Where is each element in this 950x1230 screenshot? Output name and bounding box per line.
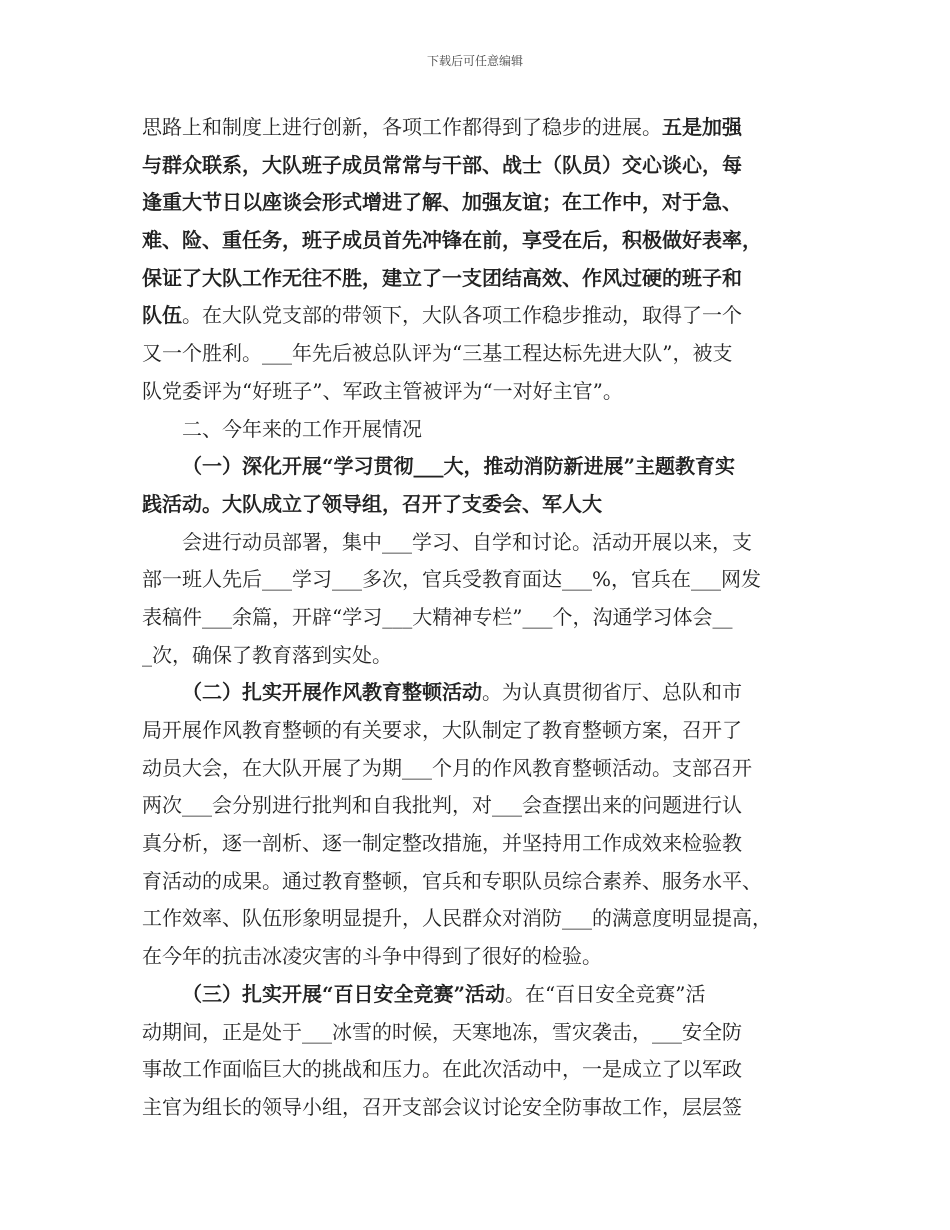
text-line (142, 674, 822, 712)
text-run: 二、今年来的工作开展情况 (182, 416, 422, 441)
bold-text-run: 五是加强 (662, 115, 742, 139)
bold-text-run: （一）深化开展“学习贯彻___大，推动消防新进展”主题教育实 (182, 454, 736, 479)
text-line (142, 411, 822, 449)
text-run: 思路上和制度上进行创新，各项工作都得到了稳步的进展。 (142, 115, 662, 139)
text-line (142, 335, 822, 373)
text-run: 主官为组长的领导小组，召开支部会议讨论安全防事故工作，层层签 (142, 1094, 742, 1119)
text-line (142, 486, 822, 524)
text-line (142, 599, 822, 637)
text-run: 工作效率、队伍形象明显提升，人民群众对消防___的满意度明显提高， (142, 906, 772, 931)
text-line (142, 637, 822, 675)
text-line (142, 976, 822, 1014)
text-run: 队党委评为“好班子”、军政主管被评为“一对好主官”。 (142, 378, 623, 403)
document-body (142, 109, 822, 1127)
text-run: 部一班人先后___学习___多次，官兵受教育面达___%，官兵在___网发 (142, 567, 762, 592)
text-line (142, 109, 822, 147)
text-run: _次，确保了教育落到实处。 (142, 642, 392, 667)
text-run: 真分析，逐一剖析、逐一制定整改措施，并坚持用工作成效来检验教 (142, 831, 742, 856)
text-line (142, 1014, 822, 1052)
text-line (142, 561, 822, 599)
bold-text-run: （三）扎实开展“百日安全竞赛”活动 (182, 981, 506, 1006)
text-run: 。在“百日安全竞赛”活 (505, 981, 706, 1006)
text-line (142, 712, 822, 750)
bold-text-run: 队伍 (142, 303, 182, 328)
text-line (142, 863, 822, 901)
text-run: 事故工作面临巨大的挑战和压力。在此次活动中，一是成立了以军政 (142, 1057, 742, 1082)
text-run: 动期间，正是处于___冰雪的时候，天寒地冻，雪灾袭击，___安全防 (142, 1019, 742, 1044)
text-run: 在今年的抗击冰凌灾害的斗争中得到了很好的检验。 (142, 944, 602, 969)
text-line (142, 938, 822, 976)
text-run: 育活动的成果。通过教育整顿，官兵和专职队员综合素养、服务水平、 (142, 868, 762, 893)
text-line (142, 524, 822, 562)
text-run: 。为认真贯彻省厅、总队和市 (482, 680, 742, 705)
text-line (142, 1051, 822, 1089)
text-run: 动员大会，在大队开展了为期___个月的作风教育整顿活动。支部召开 (142, 755, 752, 780)
text-run: 局开展作风教育整顿的有关要求，大队制定了教育整顿方案，召开了 (142, 718, 742, 742)
text-line (142, 222, 822, 260)
text-run: 表稿件___余篇，开辟“学习___大精神专栏”___个，沟通学习体会__ (142, 604, 733, 629)
text-line (142, 825, 822, 863)
text-line (142, 373, 822, 411)
bold-text-run: 践活动。大队成立了领导组，召开了支委会、军人大 (142, 491, 602, 516)
bold-text-run: 逢重大节日以座谈会形式增进了解、加强友谊；在工作中，对于急、 (142, 190, 742, 215)
page-header: 下载后可任意编辑 (426, 54, 523, 68)
bold-text-run: 与群众联系，大队班子成员常常与干部、战士（队员）交心谈心，每 (142, 152, 742, 177)
text-line (142, 448, 822, 486)
text-run: 两次___会分别进行批判和自我批判，对___会查摆出来的问题进行认 (142, 793, 742, 818)
text-line (142, 184, 822, 222)
bold-text-run: 难、险、重任务，班子成员首先冲锋在前，享受在后，积极做好表率， (142, 228, 762, 253)
text-line (142, 147, 822, 185)
text-line (142, 260, 822, 298)
text-line (142, 787, 822, 825)
text-run: 。在大队党支部的带领下，大队各项工作稳步推动，取得了一个 (182, 303, 742, 328)
text-line (142, 1089, 822, 1127)
text-line (142, 750, 822, 788)
bold-text-run: （二）扎实开展作风教育整顿活动 (182, 680, 482, 705)
text-run: 又一个胜利。___年先后被总队评为“三基工程达标先进大队”，被支 (142, 341, 733, 366)
text-line (142, 297, 822, 335)
bold-text-run: 保证了大队工作无往不胜，建立了一支团结高效、作风过硬的班子和 (142, 265, 742, 290)
text-run: 会进行动员部署，集中___学习、自学和讨论。活动开展以来，支 (182, 529, 752, 554)
text-line (142, 900, 822, 938)
